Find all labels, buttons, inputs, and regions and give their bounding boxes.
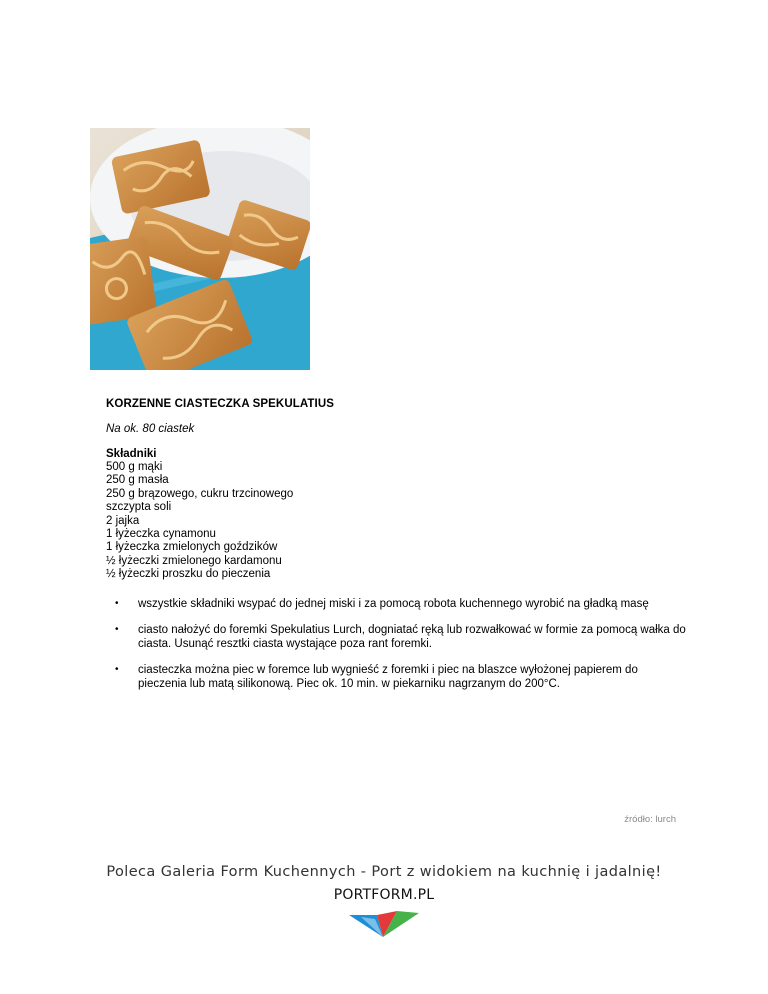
recipe-title: KORZENNE CIASTECZKA SPEKULATIUS bbox=[106, 398, 334, 410]
step-text: ciasto nałożyć do foremki Spekulatius Lurch, dogniatać ręką lub rozwałkować w formie za pomocą wałka do ciasta. Usunąć resztki ciasta wystające poza rant foremki. bbox=[138, 624, 686, 650]
ingredients-heading: Składniki bbox=[106, 448, 157, 460]
cookies-photo bbox=[90, 128, 310, 370]
ingredient-item: 500 g mąki bbox=[106, 461, 163, 473]
ingredient-item: 250 g brązowego, cukru trzcinowego bbox=[106, 487, 294, 500]
ingredient-item: ½ łyżeczki proszku do pieczenia bbox=[106, 568, 271, 581]
bullet-icon: • bbox=[115, 664, 119, 675]
paper-boat-logo-icon bbox=[347, 907, 421, 939]
step-text: wszystkie składniki wsypać do jednej miski i za pomocą robota kuchennego wyrobić na gładką masę bbox=[138, 598, 649, 610]
step-item bbox=[106, 623, 686, 651]
bullet-icon: • bbox=[115, 598, 119, 609]
ingredient-item: 1 łyżeczka zmielonych goździków bbox=[106, 541, 278, 554]
ingredient-item: 250 g masła bbox=[106, 474, 169, 487]
servings-note: Na ok. 80 ciastek bbox=[106, 423, 195, 435]
ingredient-item: 2 jajka bbox=[106, 514, 140, 527]
step-item bbox=[106, 597, 686, 611]
ingredients-list bbox=[106, 461, 293, 582]
source-note: źródło: lurch bbox=[624, 814, 676, 825]
ingredient-item: ½ łyżeczki zmielonego kardamonu bbox=[106, 554, 282, 567]
bullet-icon: • bbox=[115, 624, 119, 635]
ingredient-item: 1 łyżeczka cynamonu bbox=[106, 528, 216, 541]
step-text: ciasteczka można piec w foremce lub wygnieść z foremki i piec na blaszce wyłożonej papierem do pieczenia lub matą silikonową. Piec ok. 10 min. w piekarniku nagrzanym do 200°C. bbox=[138, 664, 638, 690]
step-item bbox=[106, 663, 686, 691]
steps-list bbox=[106, 597, 686, 703]
site-link[interactable]: PORTFORM.PL bbox=[333, 887, 435, 903]
promo-text: Poleca Galeria Form Kuchennych - Port z widokiem na kuchnię i jadalnię! bbox=[106, 864, 662, 880]
ingredient-item: szczypta soli bbox=[106, 501, 172, 514]
